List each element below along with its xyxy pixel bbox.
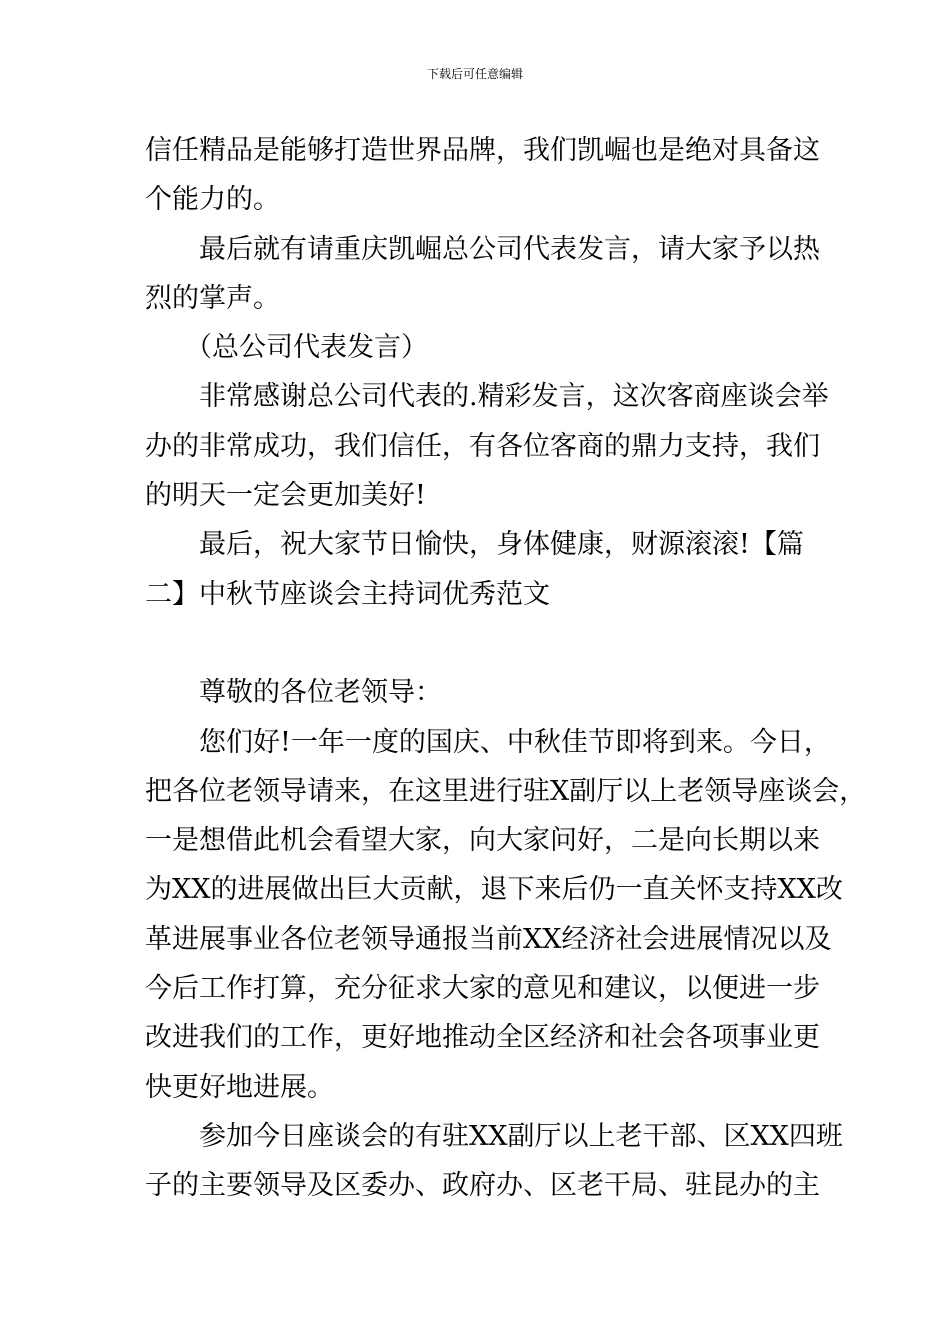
text-line: 二】中秋节座谈会主持词优秀范文: [145, 578, 550, 610]
text-line: 办的非常成功，我们信任，有各位客商的鼎力支持，我们: [145, 430, 820, 462]
paragraph-gap: [145, 619, 810, 668]
text-line: 今后工作打算，充分征求大家的意见和建议，以便进一步: [145, 973, 820, 1005]
text-line: 一是想借此机会看望大家，向大家问好，二是向长期以来: [145, 825, 820, 857]
text-line: 烈的掌声。: [145, 282, 280, 314]
text-line: 您们好!一年一度的国庆、中秋佳节即将到来。今日，: [199, 726, 831, 758]
text-line: 非常感谢总公司代表的.精彩发言，这次客商座谈会举: [199, 381, 829, 413]
text-line: 信任精品是能够打造世界品牌，我们凯崛也是绝对具备这: [145, 135, 820, 166]
text-line: 的明天一定会更加美好!: [145, 480, 426, 512]
text-line: 改进我们的工作，更好地推动全区经济和社会各项事业更: [145, 1022, 820, 1054]
text-line: （总公司代表发言）: [185, 332, 428, 364]
page-header-note: 下载后可任意编辑: [426, 67, 523, 81]
text-line: 最后就有请重庆凯崛总公司代表发言，请大家予以热: [199, 233, 820, 265]
text-line: 最后，祝大家节日愉快，身体健康，财源滚滚!【篇: [199, 529, 804, 561]
text-line: 革进展事业各位老领导通报当前XX经济社会进展情况以及: [145, 923, 832, 955]
text-line: 快更好地进展。: [145, 1071, 334, 1103]
text-line: 参加今日座谈会的有驻XX副厅以上老干部、区XX四班: [199, 1120, 843, 1152]
text-line: 把各位老领导请来，在这里进行驻X副厅以上老领导座谈会，: [145, 775, 867, 807]
text-line: 个能力的。: [145, 184, 280, 216]
document-body: [145, 126, 867, 1211]
salutation: 尊敬的各位老领导：: [199, 677, 442, 709]
text-line: 为XX的进展做出巨大贡献，退下来后仍一直关怀支持XX改: [145, 874, 843, 906]
text-line: 子的主要领导及区委办、政府办、区老干局、驻昆办的主: [145, 1170, 820, 1202]
